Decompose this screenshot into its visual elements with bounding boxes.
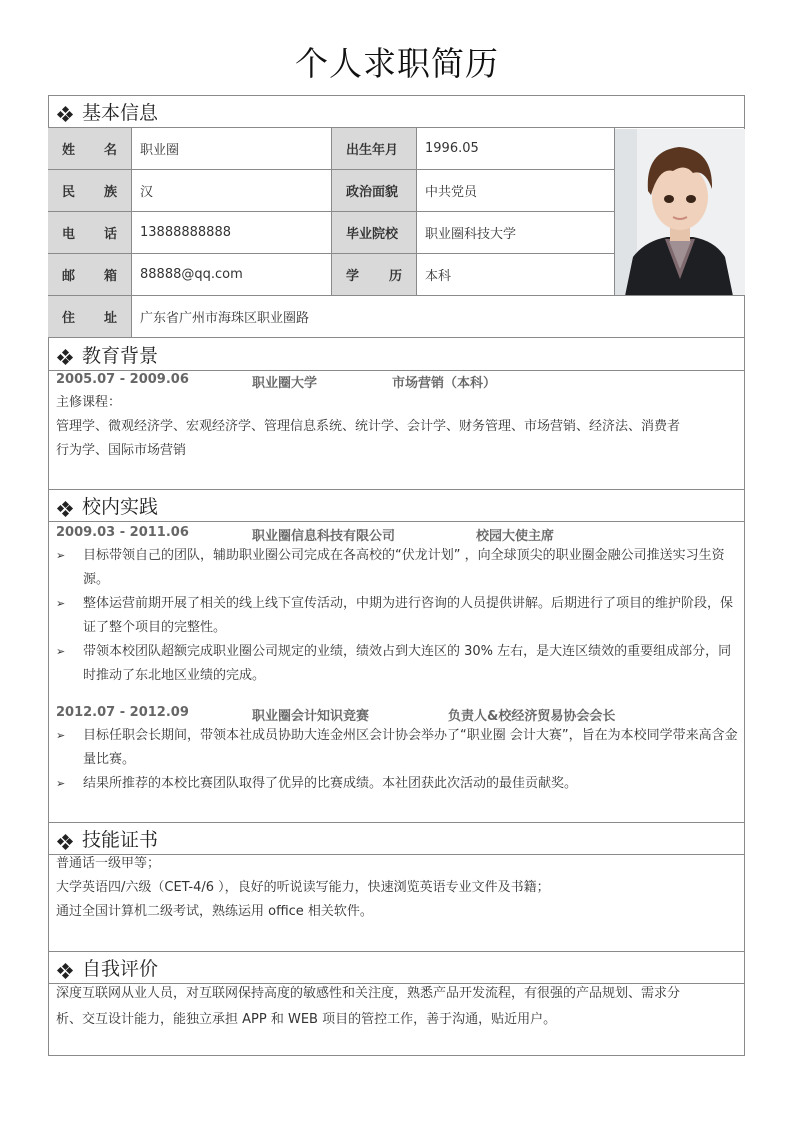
political-label: 政治面貌 bbox=[332, 170, 417, 212]
address-label: 住 址 bbox=[48, 296, 132, 338]
education-school: 职业圈大学 bbox=[252, 376, 318, 391]
arrow-bullet-icon: ➢ bbox=[56, 729, 66, 742]
section-title: 自我评价 bbox=[82, 958, 159, 980]
political-value: 中共党员 bbox=[417, 170, 615, 212]
courses-line: 管理学、微观经济学、宏观经济学、管理信息系统、统计学、会计学、财务管理、市场营销、经济法、消费者 bbox=[56, 419, 681, 434]
practice-period: 2012.07 - 2012.09 bbox=[56, 705, 189, 720]
section-title: 基本信息 bbox=[82, 101, 159, 124]
section-header-practice bbox=[48, 489, 745, 522]
arrow-bullet-icon: ➢ bbox=[56, 645, 66, 658]
skill-item: 普通话一级甲等； bbox=[56, 856, 161, 871]
degree-value: 本科 bbox=[417, 254, 615, 296]
section-title: 技能证书 bbox=[82, 829, 159, 851]
arrow-bullet-icon: ➢ bbox=[56, 777, 66, 790]
phone-value: 13888888888 bbox=[132, 212, 332, 254]
practice-bullet: ➢ 目标任职会长期间，带领本社成员协助大连金州区会计协会举办了“职业圈 会计大赛”，旨在为本校同学带来高含金量比赛。 bbox=[56, 724, 738, 772]
education-courses bbox=[56, 391, 738, 463]
section-header-education bbox=[48, 338, 745, 371]
education-period: 2005.07 - 2009.06 bbox=[56, 372, 189, 387]
ethnic-value: 汉 bbox=[132, 170, 332, 212]
profile-photo bbox=[615, 129, 745, 296]
diamond-bullet-icon bbox=[58, 350, 72, 364]
courses-line: 行为学、国际市场营销 bbox=[56, 443, 187, 458]
birth-value: 1996.05 bbox=[417, 128, 615, 170]
education-major: 市场营销（本科） bbox=[392, 376, 497, 391]
practice-role: 负责人&校经济贸易协会会长 bbox=[448, 709, 616, 724]
diamond-bullet-icon bbox=[58, 107, 72, 121]
section-title: 校内实践 bbox=[82, 496, 159, 518]
arrow-bullet-icon: ➢ bbox=[56, 597, 66, 610]
school-value: 职业圈科技大学 bbox=[417, 212, 615, 254]
ethnic-label: 民 族 bbox=[48, 170, 132, 212]
practice-period: 2009.03 - 2011.06 bbox=[56, 525, 189, 540]
section-header-basic bbox=[48, 95, 745, 128]
diamond-bullet-icon bbox=[58, 964, 72, 978]
self-eval-line: 深度互联网从业人员，对互联网保持高度的敏感性和关注度，熟悉产品开发流程，有很强的产品规划、需求分 bbox=[56, 986, 681, 1001]
practice-role: 校园大使主席 bbox=[476, 529, 555, 544]
email-label: 邮 箱 bbox=[48, 254, 132, 296]
practice-bullet: ➢ 带领本校团队超额完成职业圈公司规定的业绩，绩效占到大连区的 30% 左右，是大连区绩效的重要组成部分，同时推动了东北地区业绩的完成。 bbox=[56, 640, 738, 688]
email-value: 88888@qq.com bbox=[132, 254, 332, 296]
school-label: 毕业院校 bbox=[332, 212, 417, 254]
courses-label: 主修课程： bbox=[56, 395, 122, 410]
practice-bullet: ➢ 结果所推荐的本校比赛团队取得了优异的比赛成绩。本社团获此次活动的最佳贡献奖。 bbox=[56, 772, 738, 796]
self-eval-line: 析、交互设计能力，能独立承担 APP 和 WEB 项目的管控工作，善于沟通，贴近用户。 bbox=[56, 1012, 557, 1027]
section-header-self bbox=[48, 951, 745, 984]
skills-list bbox=[56, 852, 738, 924]
skill-item: 通过全国计算机二级考试，熟练运用 office 相关软件。 bbox=[56, 904, 373, 919]
name-label: 姓 名 bbox=[48, 128, 132, 170]
arrow-bullet-icon: ➢ bbox=[56, 549, 66, 562]
address-value: 广东省广州市海珠区职业圈路 bbox=[132, 296, 745, 338]
phone-label: 电 话 bbox=[48, 212, 132, 254]
skill-item: 大学英语四/六级（CET-4/6 ），良好的听说读写能力，快速浏览英语专业文件及书籍； bbox=[56, 880, 550, 895]
practice-org: 职业圈信息科技有限公司 bbox=[252, 529, 396, 544]
diamond-bullet-icon bbox=[58, 835, 72, 849]
degree-label: 学 历 bbox=[332, 254, 417, 296]
practice-bullet: ➢ 目标带领自己的团队，辅助职业圈公司完成在各高校的“伏龙计划” ，向全球顶尖的职业圈金融公司推送实习生资源。 bbox=[56, 544, 738, 592]
section-header-skills bbox=[48, 822, 745, 855]
self-evaluation bbox=[56, 981, 738, 1033]
section-title: 教育背景 bbox=[82, 344, 159, 367]
practice-org: 职业圈会计知识竞赛 bbox=[252, 709, 370, 724]
name-value: 职业圈 bbox=[132, 128, 332, 170]
diamond-bullet-icon bbox=[58, 502, 72, 516]
practice-bullet: ➢ 整体运营前期开展了相关的线上线下宣传活动，中期为进行咨询的人员提供讲解。后期进行了项目的维护阶段，保证了整个项目的完整性。 bbox=[56, 592, 738, 640]
page-title: 个人求职简历 bbox=[295, 44, 499, 83]
birth-label: 出生年月 bbox=[332, 128, 417, 170]
